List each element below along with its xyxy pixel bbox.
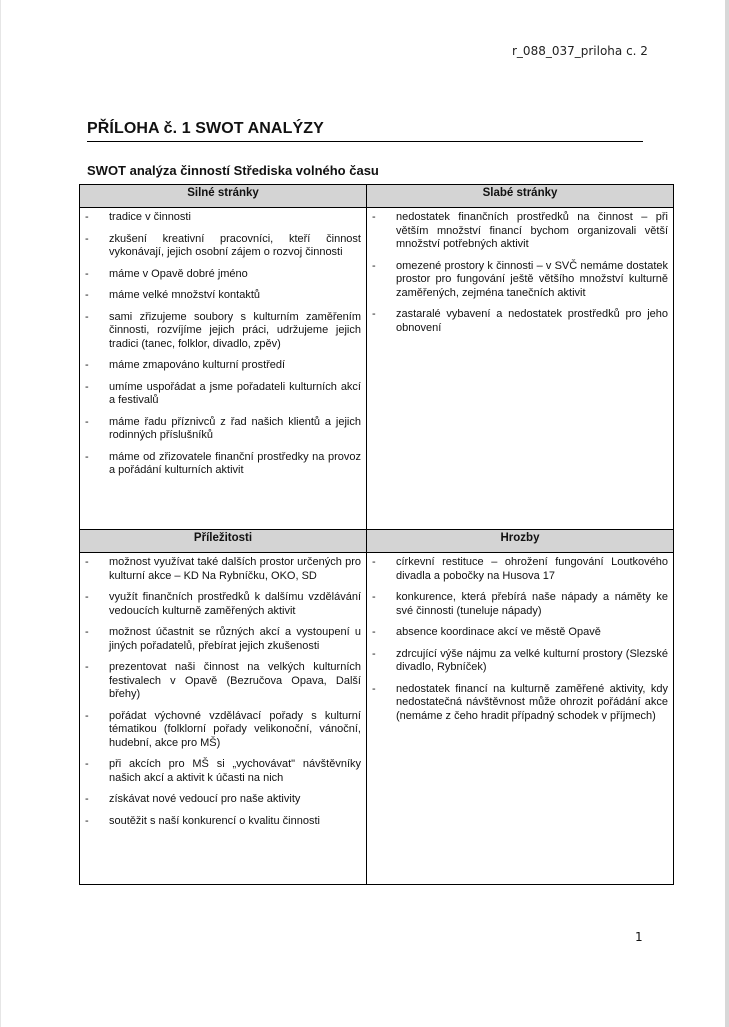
weaknesses-list (367, 211, 673, 335)
strengths-item-text: máme od zřizovatele finanční prostředky na provoz a pořádání kulturních aktivit (109, 450, 361, 476)
bullet-dash: - (85, 591, 89, 603)
strengths-item-text: máme řadu příznivců z řad našich klientů a jejich rodinných příslušníků (109, 415, 361, 441)
strengths-item-text: umíme uspořádat a jsme pořadateli kulturních akcí a festivalů (109, 380, 361, 406)
bullet-dash: - (85, 232, 89, 245)
bullet-dash: - (85, 758, 89, 770)
strengths-item (85, 451, 361, 478)
strengths-item (85, 233, 361, 260)
page-title: PŘÍLOHA č. 1 SWOT ANALÝZY (87, 120, 643, 142)
bullet-dash: - (85, 450, 89, 463)
opportunities-item (85, 556, 361, 583)
weaknesses-item (372, 211, 668, 252)
threats-item (372, 626, 668, 640)
weaknesses-cell (367, 208, 674, 530)
strengths-item (85, 289, 361, 303)
strengths-item (85, 359, 361, 373)
threats-item (372, 556, 668, 583)
strengths-list (80, 211, 366, 478)
swot-table (79, 184, 674, 885)
weaknesses-item (372, 308, 668, 335)
header-row-bottom (80, 530, 674, 553)
bullet-dash: - (85, 709, 89, 722)
header-strengths: Silné stránky (80, 185, 367, 208)
bullet-dash: - (85, 415, 89, 428)
bullet-dash: - (85, 626, 89, 638)
bullet-dash: - (85, 289, 89, 301)
opportunities-item (85, 661, 361, 702)
opportunities-item-text: při akcích pro MŠ si „vychovávat" návštěvníky našich akcí a aktivit k účasti na nich (109, 758, 361, 784)
bullet-dash: - (372, 626, 376, 638)
weaknesses-item-text: omezené prostory k činnosti – v SVČ nemáme dostatek prostor pro fungování ještě většího množství kulturně zaměřených, zejména tanečních aktivit (396, 259, 668, 299)
threats-item-text: zdrcující výše nájmu za velké kulturní prostory (Slezské divadlo, Rybníček) (396, 647, 668, 673)
opportunities-list (80, 556, 366, 828)
bullet-dash: - (372, 259, 376, 272)
threats-list (367, 556, 673, 723)
opportunities-item-text: soutěžit s naší konkurencí o kvalitu činnosti (109, 814, 320, 827)
threats-item (372, 648, 668, 675)
opportunities-item-text: možnost účastnit se různých akcí a vystoupení u jiných pořadatelů, přebírat jejich zkušenosti (109, 626, 361, 652)
weaknesses-item-text: zastaralé vybavení a nedostatek prostředků pro jeho obnovení (396, 308, 668, 334)
bullet-dash: - (372, 591, 376, 603)
bullet-dash: - (85, 380, 89, 393)
opportunities-item-text: prezentovat naši činnost na velkých kulturních festivalech v Opavě (Bezručova Opava, Další břehy) (109, 661, 361, 700)
opportunities-item (85, 793, 361, 807)
bullet-dash: - (372, 556, 376, 568)
header-weaknesses: Slabé stránky (367, 185, 674, 208)
opportunities-item (85, 591, 361, 618)
header-threats: Hrozby (367, 530, 674, 553)
strengths-item (85, 416, 361, 443)
opportunities-item (85, 758, 361, 785)
weaknesses-item (372, 260, 668, 301)
content-row-top (80, 208, 674, 530)
bullet-dash: - (85, 556, 89, 568)
opportunities-item-text: pořádat výchovné vzdělávací pořady s kulturní tématikou (folklorní pořady velikonoční, vánoční, hudební, akce pro MŠ) (109, 709, 361, 749)
threats-item-text: konkurence, která přebírá naše nápady a náměty ke své činnosti (tuneluje nápady) (396, 591, 668, 617)
strengths-item (85, 311, 361, 352)
strengths-item-text: tradice v činnosti (109, 211, 191, 223)
bullet-dash: - (85, 211, 89, 223)
bullet-dash: - (85, 814, 89, 827)
threats-item-text: nedostatek financí na kulturně zaměřené aktivity, kdy nedostatečná návštěvnost může ohrozit pořádání akce (nemáme z čeho hradit případný schodek v příjmech) (396, 682, 668, 722)
bullet-dash: - (85, 661, 89, 673)
strengths-item-text: zkušení kreativní pracovníci, kteří činnost vykonávají, jejich osobní zájem o rozvoj činnosti (109, 232, 361, 258)
bullet-dash: - (372, 308, 376, 320)
page-edge-left (0, 0, 1, 1027)
document-reference-code: r_088_037_priloha c. 2 (512, 44, 648, 58)
strengths-item-text: sami zřizujeme soubory s kulturním zaměřením činnosti, rozvíjíme jejich práci, udržujeme jejich tradici (tanec, folklor, divadlo, zpěv) (109, 310, 361, 350)
opportunities-item (85, 710, 361, 751)
content-row-bottom (80, 553, 674, 885)
strengths-item-text: máme zmapováno kulturní prostředí (109, 359, 286, 371)
bullet-dash: - (85, 793, 89, 805)
bullet-dash: - (85, 310, 89, 323)
page-number: 1 (635, 930, 643, 944)
bullet-dash: - (85, 359, 89, 371)
threats-item-text: absence koordinace akcí ve městě Opavě (396, 626, 601, 638)
strengths-cell (80, 208, 367, 530)
strengths-item (85, 381, 361, 408)
strengths-item-text: máme v Opavě dobré jméno (109, 267, 248, 280)
opportunities-item (85, 815, 361, 829)
bullet-dash: - (372, 647, 376, 660)
section-subheading: SWOT analýza činností Střediska volného času (87, 163, 379, 178)
opportunities-item-text: možnost využívat také dalších prostor určených pro kulturní akce – KD Na Rybníčku, OKO, SD (109, 556, 361, 582)
bullet-dash: - (372, 211, 376, 223)
bullet-dash: - (372, 682, 376, 695)
page-edge-right (725, 0, 729, 1027)
threats-cell (367, 553, 674, 885)
threats-item (372, 683, 668, 724)
bullet-dash: - (85, 267, 89, 280)
strengths-item (85, 268, 361, 282)
strengths-item (85, 211, 361, 225)
opportunities-item-text: využít finančních prostředků k dalšímu vzdělávání vedoucích kulturně zaměřených aktivit (109, 591, 361, 617)
strengths-item-text: máme velké množství kontaktů (109, 289, 261, 301)
opportunities-item (85, 626, 361, 653)
threats-item-text: církevní restituce – ohrožení fungování Loutkového divadla a pobočky na Husova 17 (396, 556, 668, 582)
opportunities-item-text: získávat nové vedoucí pro naše aktivity (109, 793, 301, 805)
threats-item (372, 591, 668, 618)
opportunities-cell (80, 553, 367, 885)
weaknesses-item-text: nedostatek finančních prostředků na činnost – při větším množství financí bychom organizovali větší množství potřebných aktivit (396, 211, 668, 250)
header-row-top (80, 185, 674, 208)
header-opportunities: Příležitosti (80, 530, 367, 553)
